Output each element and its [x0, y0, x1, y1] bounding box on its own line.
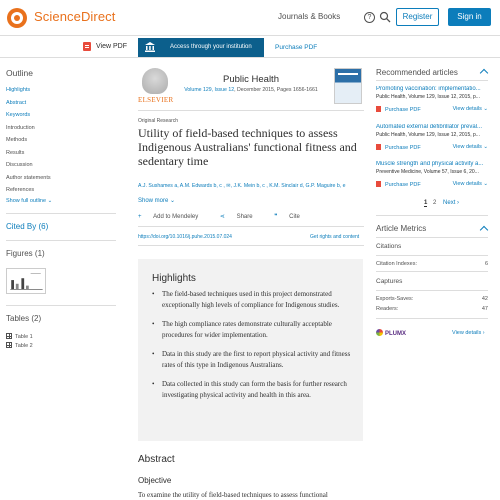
- recommended-article: [376, 86, 488, 113]
- plumx-wordmark: PLUMX: [385, 331, 406, 337]
- show-full-outline-button[interactable]: [6, 198, 52, 204]
- recommended-source: Public Health, Volume 129, Issue 12, 2015, p...: [376, 132, 480, 138]
- doi-divider: [138, 226, 364, 227]
- outline-item-methods[interactable]: Methods: [6, 137, 28, 143]
- recommended-source: Public Health, Volume 129, Issue 12, 2015, p...: [376, 94, 480, 100]
- add-to-mendeley-button[interactable]: [138, 214, 208, 220]
- exports-row: [376, 296, 488, 302]
- view-details-label: View details: [452, 330, 482, 336]
- pdf-icon: [83, 42, 91, 51]
- highlight-item: • Data in this study are the first to report physical activity and fitness rates of this type in Indigenous Australians.: [152, 349, 352, 370]
- table-label: Table 2: [15, 343, 33, 349]
- chevron-up-icon[interactable]: [480, 69, 488, 77]
- chevron-right-icon: ›: [481, 330, 485, 336]
- elsevier-logo[interactable]: [138, 66, 172, 106]
- recommended-purchase-pdf[interactable]: [376, 106, 421, 113]
- top-header: [0, 0, 500, 36]
- purchase-pdf-link[interactable]: Purchase PDF: [275, 44, 318, 51]
- outline-item-keywords[interactable]: Keywords: [6, 112, 31, 118]
- outline-item-introduction[interactable]: Introduction: [6, 124, 35, 131]
- purchase-pdf-label: Purchase PDF: [385, 145, 421, 151]
- recommended-view-details[interactable]: [453, 106, 488, 112]
- sign-in-button[interactable]: Sign in: [448, 8, 491, 26]
- plumx-icon: [376, 329, 383, 336]
- recommended-view-details[interactable]: [453, 181, 488, 187]
- citation-indexes-row: [376, 261, 488, 267]
- cite-button[interactable]: [274, 214, 310, 220]
- tables-heading: Tables (2): [6, 314, 42, 323]
- doi-link[interactable]: https://doi.org/10.1016/j.puhe.2015.07.024: [138, 234, 232, 240]
- journal-pages: , December 2015, Pages 1656-1661: [234, 87, 318, 93]
- plumx-logo[interactable]: [376, 329, 406, 337]
- next-page-button[interactable]: [443, 200, 459, 206]
- institution-icon: [145, 42, 155, 52]
- view-details-label: View details: [452, 181, 482, 187]
- chevron-down-icon: ⌄: [481, 106, 488, 112]
- recommended-article: [376, 161, 488, 188]
- chevron-right-icon: ›: [455, 200, 460, 206]
- article-type: Original Research: [138, 118, 179, 124]
- search-icon[interactable]: [379, 11, 391, 23]
- highlight-item: • Data collected in this study can form the basis for further research investigating physical activity and health in this area.: [152, 379, 352, 400]
- view-details-label: View details: [452, 106, 482, 112]
- show-more-label: Show more: [138, 198, 169, 204]
- outline-heading: Outline: [6, 68, 33, 78]
- outline-item-highlights[interactable]: Highlights: [6, 87, 31, 93]
- abstract-heading: Abstract: [138, 454, 175, 465]
- recommended-view-details[interactable]: [453, 144, 488, 150]
- pdf-icon: [376, 181, 381, 187]
- citation-indexes-value: 6: [484, 261, 488, 267]
- site-logo-text[interactable]: ScienceDirect: [34, 9, 116, 24]
- add-to-mendeley-label: Add to Mendeley: [153, 214, 199, 220]
- journal-cover-image[interactable]: [334, 68, 362, 104]
- highlights-box: [138, 259, 363, 441]
- captures-heading: Captures: [376, 278, 403, 285]
- right-divider: [376, 80, 488, 81]
- access-institution-button[interactable]: [138, 38, 264, 57]
- outline-item-abstract[interactable]: Abstract: [6, 99, 27, 106]
- recommended-purchase-pdf[interactable]: [376, 144, 421, 151]
- recommended-pagination: [424, 200, 459, 206]
- objective-text: To examine the utility of field-based techniques to assess functional: [138, 491, 328, 499]
- cite-label: Cite: [289, 214, 300, 220]
- plus-icon: +: [138, 214, 144, 220]
- share-button[interactable]: [220, 214, 263, 220]
- highlights-heading: Highlights: [152, 273, 196, 284]
- right-divider: [376, 215, 488, 216]
- highlights-list: [152, 289, 352, 409]
- rights-link[interactable]: Get rights and content: [310, 234, 360, 240]
- purchase-pdf-label: Purchase PDF: [385, 107, 421, 113]
- pdf-icon: [376, 144, 381, 150]
- share-icon: ⋖: [219, 214, 227, 220]
- article-title: Utility of field-based techniques to assess Indigenous Australians' functional fitness and sedentary time: [138, 126, 357, 168]
- share-label: Share: [236, 214, 253, 220]
- next-label: Next: [443, 200, 456, 206]
- figures-heading: Figures (1): [6, 249, 45, 258]
- elsevier-wordmark: ELSEVIER: [138, 96, 174, 104]
- highlight-item: • The field-based techniques used in this project demonstrated exceptionally high levels of compliance for Indigenous studies.: [152, 289, 352, 310]
- outline-item-results[interactable]: Results: [6, 149, 25, 156]
- chevron-down-icon: ⌄: [481, 144, 488, 150]
- view-details-label: View details: [452, 144, 482, 150]
- outline-item-discussion[interactable]: Discussion: [6, 162, 33, 168]
- figure-thumbnail[interactable]: [6, 268, 46, 294]
- table-link[interactable]: [6, 333, 33, 340]
- metrics-view-details-link[interactable]: [452, 330, 485, 336]
- outline-item-references[interactable]: References: [6, 187, 35, 193]
- pdf-icon: [376, 106, 381, 112]
- table-icon: [6, 342, 12, 348]
- table-label: Table 1: [15, 334, 33, 340]
- sciencedirect-logo-icon[interactable]: [6, 7, 28, 29]
- exports-value: 42: [481, 296, 488, 302]
- exports-label: Exports-Saves:: [376, 296, 414, 302]
- author-list[interactable]: A.J. Sushames a, A.M. Edwards b, c , ✉, J.K. Mein b, c , K.M. Sinclair d, G.P. Maguire b, e: [138, 183, 346, 189]
- outline-list: [6, 84, 116, 197]
- show-more-button[interactable]: [138, 197, 175, 204]
- journal-header: [138, 66, 364, 106]
- readers-label: Readers:: [376, 306, 399, 312]
- page-2-button[interactable]: 2: [433, 200, 437, 206]
- recommended-purchase-pdf[interactable]: [376, 181, 421, 188]
- sidebar-divider: [6, 213, 116, 214]
- volume-link[interactable]: Volume 129, Issue 12: [184, 87, 235, 93]
- help-icon[interactable]: ?: [364, 12, 375, 23]
- highlight-item: • The high compliance rates demonstrate culturally acceptable procedures for wider implementation.: [152, 319, 352, 340]
- journal-title[interactable]: Public Health: [223, 74, 279, 85]
- doi-divider: [138, 245, 364, 246]
- cited-by-link[interactable]: Cited By (6): [6, 222, 49, 231]
- page-1-button[interactable]: 1: [424, 200, 428, 206]
- right-divider: [376, 271, 488, 272]
- quote-icon: ❞: [274, 214, 280, 220]
- purchase-pdf-label: Purchase PDF: [385, 182, 421, 188]
- article-actions: [138, 213, 320, 220]
- recommended-title-link[interactable]: Muscle strength and physical activity a...: [376, 161, 484, 167]
- chevron-down-icon: ⌄: [47, 198, 53, 204]
- right-divider: [376, 237, 488, 238]
- recommended-source: Preventive Medicine, Volume 57, Issue 6, 20...: [376, 169, 479, 175]
- journals-books-link[interactable]: Journals & Books: [278, 12, 341, 21]
- citations-heading: Citations: [376, 243, 402, 250]
- outline-item-author-statements[interactable]: Author statements: [6, 174, 51, 181]
- view-pdf-link[interactable]: View PDF: [96, 43, 127, 50]
- citation-indexes-label: Citation Indexes:: [376, 261, 417, 267]
- chevron-up-icon[interactable]: [480, 226, 488, 234]
- objective-heading: Objective: [138, 476, 172, 485]
- register-button[interactable]: Register: [396, 8, 439, 26]
- readers-value: 47: [481, 306, 488, 312]
- show-full-outline-label: Show full outline: [6, 198, 47, 204]
- table-icon: [6, 333, 12, 339]
- chevron-down-icon: ⌄: [481, 181, 488, 187]
- right-divider: [376, 290, 488, 291]
- header-divider: [138, 110, 364, 111]
- right-divider: [376, 318, 488, 319]
- readers-row: [376, 306, 488, 312]
- article-metrics-heading: Article Metrics: [376, 224, 427, 233]
- access-text: Access through your institution: [170, 44, 252, 50]
- recommended-article: [376, 124, 488, 151]
- chevron-down-icon: ⌄: [170, 198, 176, 204]
- right-divider: [376, 255, 488, 256]
- sidebar-divider: [6, 305, 116, 306]
- recommended-title-link[interactable]: Automated external defibrillator preval...: [376, 124, 483, 130]
- recommended-heading: Recommended articles: [376, 68, 458, 77]
- table-link[interactable]: [6, 342, 33, 349]
- recommended-title-link[interactable]: Promoting vaccination: implementatio...: [376, 86, 481, 92]
- journal-issue-info: [138, 87, 364, 93]
- sidebar-divider: [6, 240, 116, 241]
